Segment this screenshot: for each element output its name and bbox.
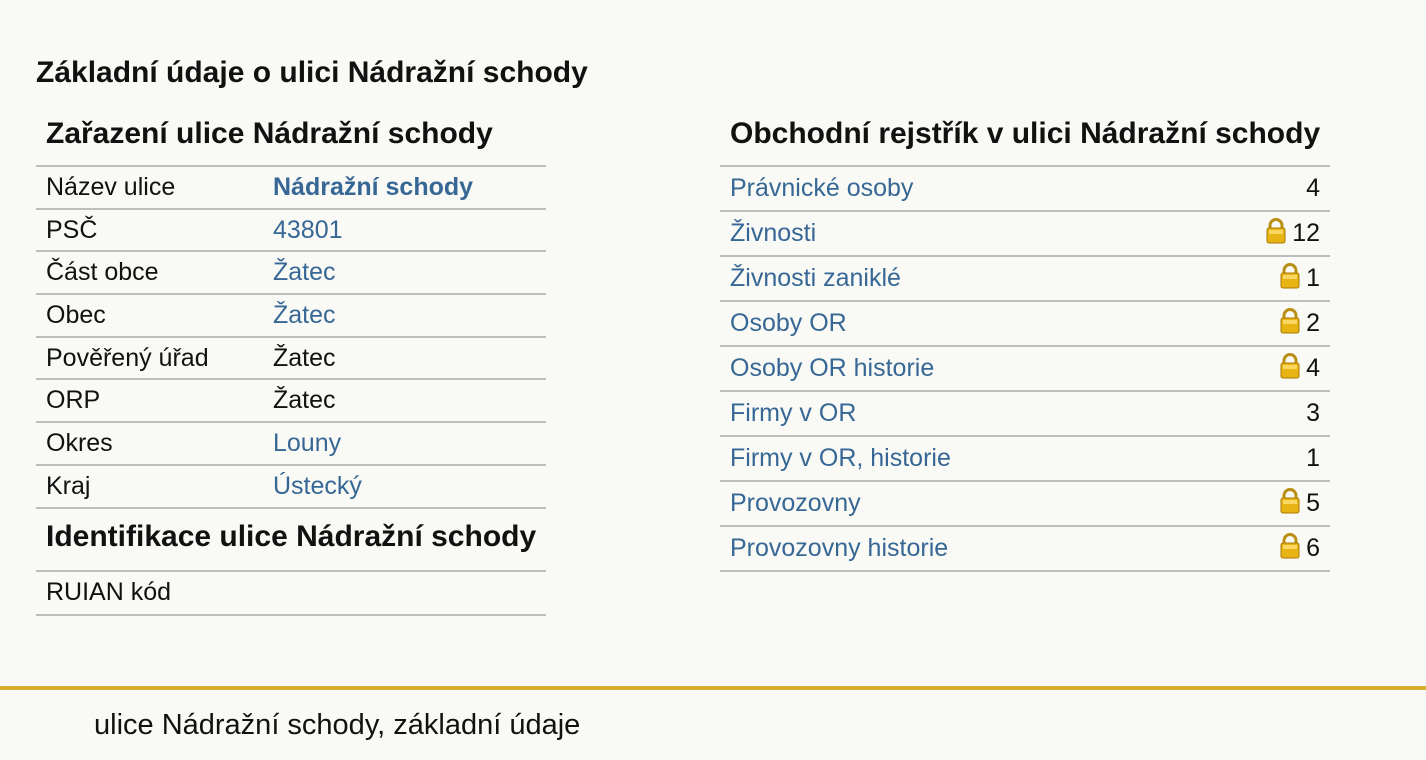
lock-icon [1280,488,1300,514]
footer [0,686,1426,760]
or-persons-history-count-wrap [1280,354,1320,383]
or-firms-link[interactable]: Firmy v OR [730,399,857,427]
lock-icon [1280,533,1300,559]
register-row-or-persons-history [720,347,1330,392]
street-info-column [36,112,546,616]
or-firms-count: 3 [1306,399,1320,427]
classification-row-district [36,423,546,466]
or-firms-history-count-wrap [1306,444,1320,473]
legal-entities-link[interactable]: Právnické osoby [730,174,914,202]
classification-row-region [36,466,546,509]
page-title: Základní údaje o ulici Nádražní schody [36,56,588,89]
or-persons-count-wrap [1280,309,1320,338]
register-row-trades [720,212,1330,257]
premises-history-count-wrap [1280,534,1320,563]
classification-row-municipality [36,295,546,338]
legal-entities-count: 4 [1306,174,1320,202]
municipality-label: Obec [46,300,106,329]
register-row-premises-history [720,527,1330,572]
city-part-link[interactable]: Žatec [273,258,336,287]
legal-entities-count-wrap [1306,174,1320,203]
or-persons-history-count: 4 [1306,354,1320,382]
trades-count: 12 [1292,219,1320,247]
register-row-or-persons [720,302,1330,347]
municipality-link[interactable]: Žatec [273,300,336,329]
street-name-link[interactable]: Nádražní schody [273,172,474,201]
premises-history-link[interactable]: Provozovny historie [730,534,949,562]
trades-count-wrap [1266,219,1320,248]
region-label: Kraj [46,471,91,500]
register-row-or-firms-history [720,437,1330,482]
district-label: Okres [46,428,113,457]
street-name-label: Název ulice [46,172,176,201]
closed-trades-count: 1 [1306,264,1320,292]
trades-link[interactable]: Živnosti [730,219,817,247]
register-row-legal-entities [720,167,1330,212]
lock-icon [1280,353,1300,379]
postal-code-label: PSČ [46,215,98,244]
classification-row-authorized-office [36,338,546,381]
premises-count-wrap [1280,489,1320,518]
identification-row-ruian [36,572,546,616]
premises-link[interactable]: Provozovny [730,489,861,517]
premises-history-count: 6 [1306,534,1320,562]
postal-code-link[interactable]: 43801 [273,215,343,244]
register-row-premises [720,482,1330,527]
lock-icon [1266,218,1286,244]
register-title: Obchodní rejstřík v ulici Nádražní schody [720,112,1330,167]
classification-row-city-part [36,252,546,295]
or-persons-count: 2 [1306,309,1320,337]
classification-title: Zařazení ulice Nádražní schody [36,112,546,167]
register-row-or-firms [720,392,1330,437]
closed-trades-link[interactable]: Živnosti zaniklé [730,264,901,292]
lock-icon [1280,308,1300,334]
classification-row-postal-code [36,210,546,253]
identification-title: Identifikace ulice Nádražní schody [36,509,546,572]
or-firms-history-link[interactable]: Firmy v OR, historie [730,444,951,472]
authorized-office-label: Pověřený úřad [46,343,209,372]
premises-count: 5 [1306,489,1320,517]
footer-text: ulice Nádražní schody, základní údaje [94,709,581,741]
closed-trades-count-wrap [1280,264,1320,293]
register-row-closed-trades [720,257,1330,302]
classification-row-street-name [36,167,546,210]
city-part-label: Část obce [46,258,159,287]
or-firms-count-wrap [1306,399,1320,428]
or-persons-history-link[interactable]: Osoby OR historie [730,354,935,382]
region-link[interactable]: Ústecký [273,471,362,500]
or-persons-link[interactable]: Osoby OR [730,309,847,337]
or-firms-history-count: 1 [1306,444,1320,472]
business-register-column [720,112,1330,572]
classification-row-orp [36,380,546,423]
district-link[interactable]: Louny [273,428,342,457]
orp-value: Žatec [273,386,336,415]
lock-icon [1280,263,1300,289]
authorized-office-value: Žatec [273,343,336,372]
orp-label: ORP [46,386,101,415]
ruian-code-label: RUIAN kód [46,578,172,606]
